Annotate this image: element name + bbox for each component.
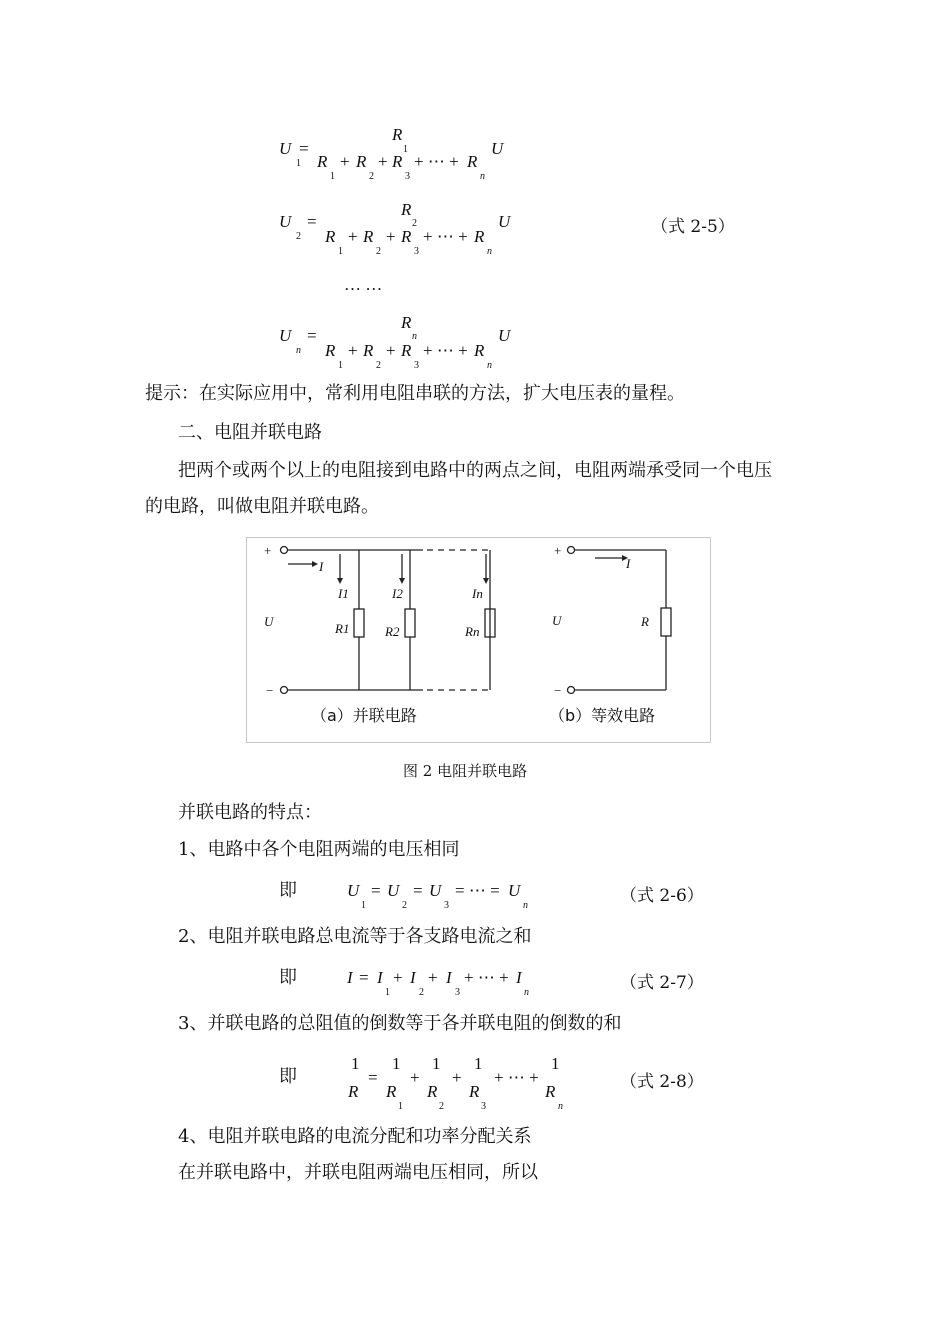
circuit-diagram — [247, 538, 710, 742]
plus-terminal-a: + — [264, 543, 272, 558]
figure-parallel-circuit — [246, 537, 711, 743]
minus-terminal-b: − — [554, 683, 562, 698]
formula-2-5-label: （式 2-5） — [651, 217, 735, 237]
definition-line-1: 把两个或两个以上的电阻接到电路中的两点之间，电阻两端承受同一个电压 — [178, 460, 772, 481]
features-heading: 并联电路的特点： — [178, 802, 322, 823]
equivalent-resistor-label: R — [641, 614, 649, 629]
branch-current-n: In — [472, 586, 483, 601]
plus-terminal-b: + — [554, 543, 562, 558]
closing-text: 在并联电路中，并联电阻两端电压相同，所以 — [178, 1162, 538, 1183]
minus-terminal-a: − — [266, 683, 274, 698]
tip-text: 提示：在实际应用中，常利用电阻串联的方法，扩大电压表的量程。 — [145, 383, 685, 404]
voltage-label-b: U — [552, 613, 562, 628]
panel-b-label: （b）等效电路 — [549, 706, 656, 725]
feature-item-4: 4、电阻并联电路的电流分配和功率分配关系 — [178, 1126, 532, 1147]
branch-current-2: I2 — [392, 586, 403, 601]
formula-2-8-label: （式 2-8） — [620, 1072, 704, 1092]
feature-item-3: 3、并联电路的总阻值的倒数等于各并联电阻的倒数的和 — [178, 1013, 622, 1034]
current-label-b: I — [626, 556, 631, 571]
formula-ellipsis: … … — [344, 275, 383, 294]
resistor-label-1: R1 — [335, 621, 350, 636]
feature-item-2: 2、电阻并联电路总电流等于各支路电流之和 — [178, 926, 532, 947]
formula-2-6-label: （式 2-6） — [620, 886, 704, 906]
current-label-a: I — [319, 559, 324, 574]
formula-2-7-label: （式 2-7） — [620, 973, 704, 993]
resistor-label-2: R2 — [385, 624, 400, 639]
feature-item-1: 1、电路中各个电阻两端的电压相同 — [178, 839, 460, 860]
panel-a-label: （a）并联电路 — [311, 706, 417, 725]
branch-current-1: I1 — [338, 586, 349, 601]
resistor-label-n: Rn — [465, 624, 480, 639]
figure-caption: 图 2 电阻并联电路 — [403, 762, 528, 780]
section-heading: 二、电阻并联电路 — [178, 422, 322, 443]
voltage-label-a: U — [264, 614, 274, 629]
definition-line-2: 的电路，叫做电阻并联电路。 — [145, 496, 379, 517]
